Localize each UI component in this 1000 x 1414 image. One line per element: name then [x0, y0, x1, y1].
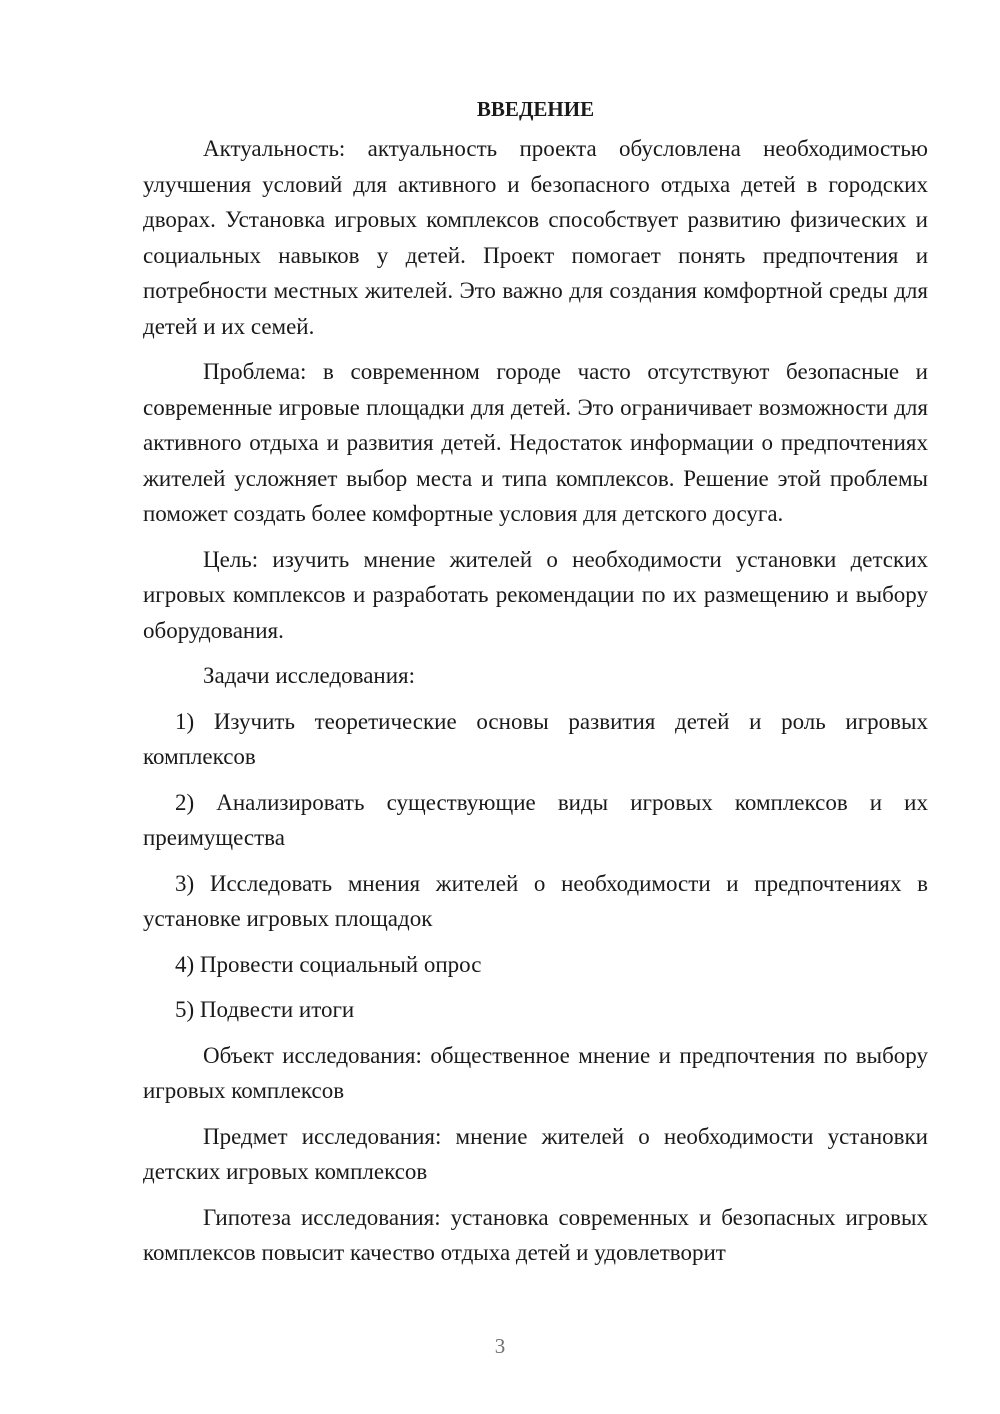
paragraph-goal: Цель: изучить мнение жителей о необходимости установки детских игровых комплексов и разработать рекомендации по их размещению и выбору оборудования.: [143, 546, 928, 643]
list-item-task-3: 3) Исследовать мнения жителей о необходимости и предпочтениях в установке игровых площадок: [143, 870, 928, 931]
page-title: ВВЕДЕНИЕ: [476, 97, 595, 121]
paragraph-relevance: Актуальность: актуальность проекта обусловлена необходимостью улучшения условий для активного и безопасного отдыха детей в городских дворах. Установка игровых комплексов способствует развитию физических и социальных навыков у детей. Проект помогает понять предпочтения и потребности местных жителей. Это важно для создания комфортной среды для детей и их семей.: [143, 136, 928, 339]
list-item-task-1: 1) Изучить теоретические основы развития детей и роль игровых комплексов: [143, 708, 928, 769]
paragraph-hypothesis: Гипотеза исследования: установка современных и безопасных игровых комплексов повысит качество отдыха детей и удовлетворит: [143, 1204, 928, 1265]
paragraph-object: Объект исследования: общественное мнение и предпочтения по выбору игровых комплексов: [143, 1042, 928, 1103]
list-item-task-5: 5) Подвести итоги: [175, 997, 355, 1022]
paragraph-problem: Проблема: в современном городе часто отсутствуют безопасные и современные игровые площадки для детей. Это ограничивает возможности для активного отдыха и развития детей. Недостаток информации о предпочтениях жителей усложняет выбор места и типа комплексов. Решение этой проблемы поможет создать более комфортные условия для детского досуга.: [143, 359, 928, 526]
tasks-title: Задачи исследования:: [203, 663, 416, 688]
page-number: 3: [494, 1334, 506, 1358]
paragraph-subject: Предмет исследования: мнение жителей о необходимости установки детских игровых комплексов: [143, 1123, 928, 1184]
list-item-task-2: 2) Анализировать существующие виды игровых комплексов и их преимущества: [143, 789, 928, 850]
list-item-task-4: 4) Провести социальный опрос: [175, 951, 482, 977]
document-page: [143, 92, 928, 1281]
